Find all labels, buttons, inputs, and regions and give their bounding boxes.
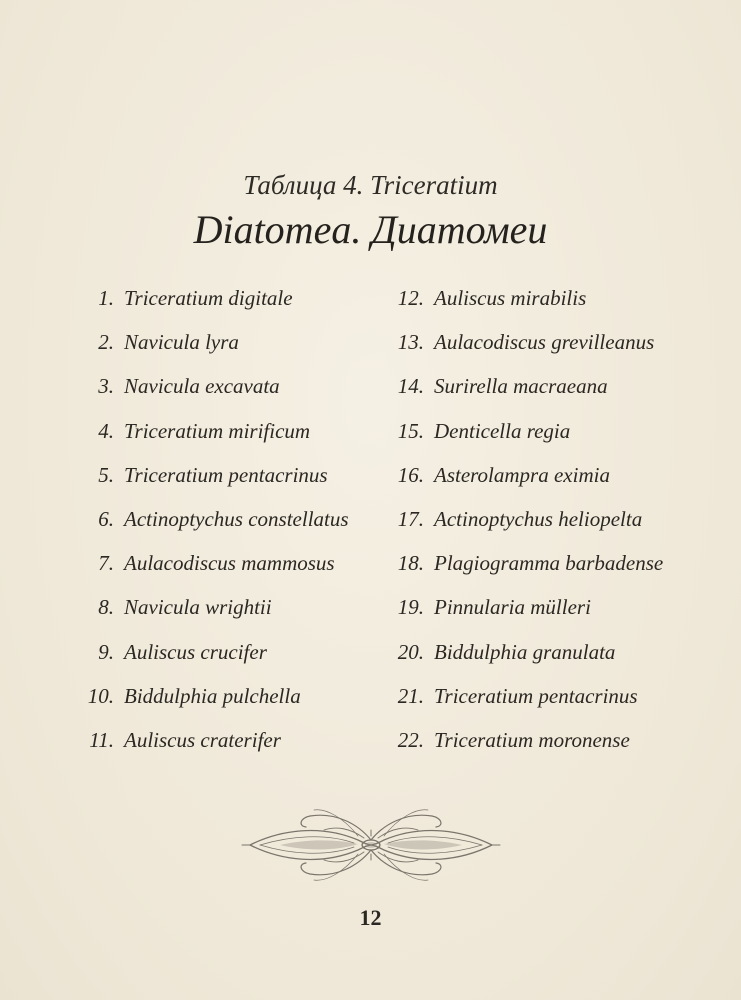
item-number: 21. — [397, 683, 424, 708]
item-number: 11. — [89, 727, 114, 752]
species-name: Biddulphia pulchella — [124, 683, 301, 708]
species-name: Biddulphia granulata — [434, 639, 616, 664]
page-number: 12 — [359, 905, 382, 930]
item-number: 13. — [397, 330, 424, 355]
list-item — [60, 453, 349, 497]
list-item — [60, 674, 349, 718]
species-name: Aulacodiscus grevilleanus — [434, 330, 655, 355]
species-name: Triceratium digitale — [124, 286, 293, 310]
item-number: 15. — [397, 418, 424, 443]
item-number: 17. — [397, 506, 424, 531]
item-number: 19. — [397, 595, 424, 620]
list-item — [60, 320, 349, 364]
item-number: 3. — [98, 374, 114, 399]
item-number: 5. — [98, 462, 114, 487]
list-item — [370, 276, 663, 320]
item-number: 20. — [397, 639, 424, 664]
species-name: Navicula excavata — [124, 374, 280, 399]
species-name: Triceratium pentacrinus — [124, 462, 328, 487]
species-name: Pinnularia mülleri — [434, 595, 591, 620]
list-item — [370, 718, 663, 762]
species-name: Actinoptychus heliopelta — [434, 506, 643, 531]
list-item — [60, 409, 349, 453]
list-item — [370, 497, 663, 541]
item-number: 18. — [397, 551, 424, 576]
species-name: Navicula wrightii — [124, 595, 272, 620]
species-name: Triceratium pentacrinus — [434, 683, 638, 708]
species-list-left — [60, 276, 349, 762]
item-number: 9. — [98, 639, 114, 664]
list-item — [370, 674, 663, 718]
list-item — [60, 630, 349, 674]
species-name: Auliscus crucifer — [124, 639, 267, 664]
item-number: 1. — [98, 286, 114, 310]
plate-title: Diatomea. Диатомеи — [193, 207, 548, 252]
item-number: 6. — [98, 506, 114, 531]
item-number: 2. — [98, 330, 114, 355]
species-name: Surirella macraeana — [434, 374, 608, 399]
list-item — [60, 541, 349, 585]
species-name: Plagiogramma barbadense — [434, 551, 664, 576]
list-item — [370, 585, 663, 629]
species-name: Navicula lyra — [124, 330, 239, 355]
list-item — [60, 364, 349, 408]
list-item — [370, 453, 663, 497]
item-number: 7. — [98, 551, 114, 576]
species-name: Auliscus craterifer — [124, 727, 281, 752]
species-name: Triceratium mirificum — [124, 418, 311, 443]
list-item — [60, 276, 349, 320]
item-number: 12. — [397, 286, 424, 310]
item-number: 4. — [98, 418, 114, 443]
list-item — [60, 718, 349, 762]
item-number: 14. — [397, 374, 424, 399]
species-name: Asterolampra eximia — [434, 462, 610, 487]
list-item — [60, 585, 349, 629]
species-list-right — [370, 276, 663, 762]
item-number: 22. — [397, 727, 424, 752]
list-item — [370, 364, 663, 408]
list-item — [370, 409, 663, 453]
species-name: Denticella regia — [434, 418, 571, 443]
item-number: 8. — [98, 595, 114, 620]
species-name: Aulacodiscus mammosus — [124, 551, 335, 576]
list-item — [370, 630, 663, 674]
list-item — [370, 541, 663, 585]
list-item — [370, 320, 663, 364]
plate-subtitle: Таблица 4. Triceratium — [243, 170, 498, 200]
species-name: Triceratium moronense — [434, 727, 630, 752]
item-number: 10. — [87, 683, 114, 708]
list-item — [60, 497, 349, 541]
species-name: Actinoptychus constellatus — [124, 506, 349, 531]
flourish-ornament-icon — [240, 800, 502, 890]
item-number: 16. — [397, 462, 424, 487]
species-name: Auliscus mirabilis — [434, 286, 587, 310]
